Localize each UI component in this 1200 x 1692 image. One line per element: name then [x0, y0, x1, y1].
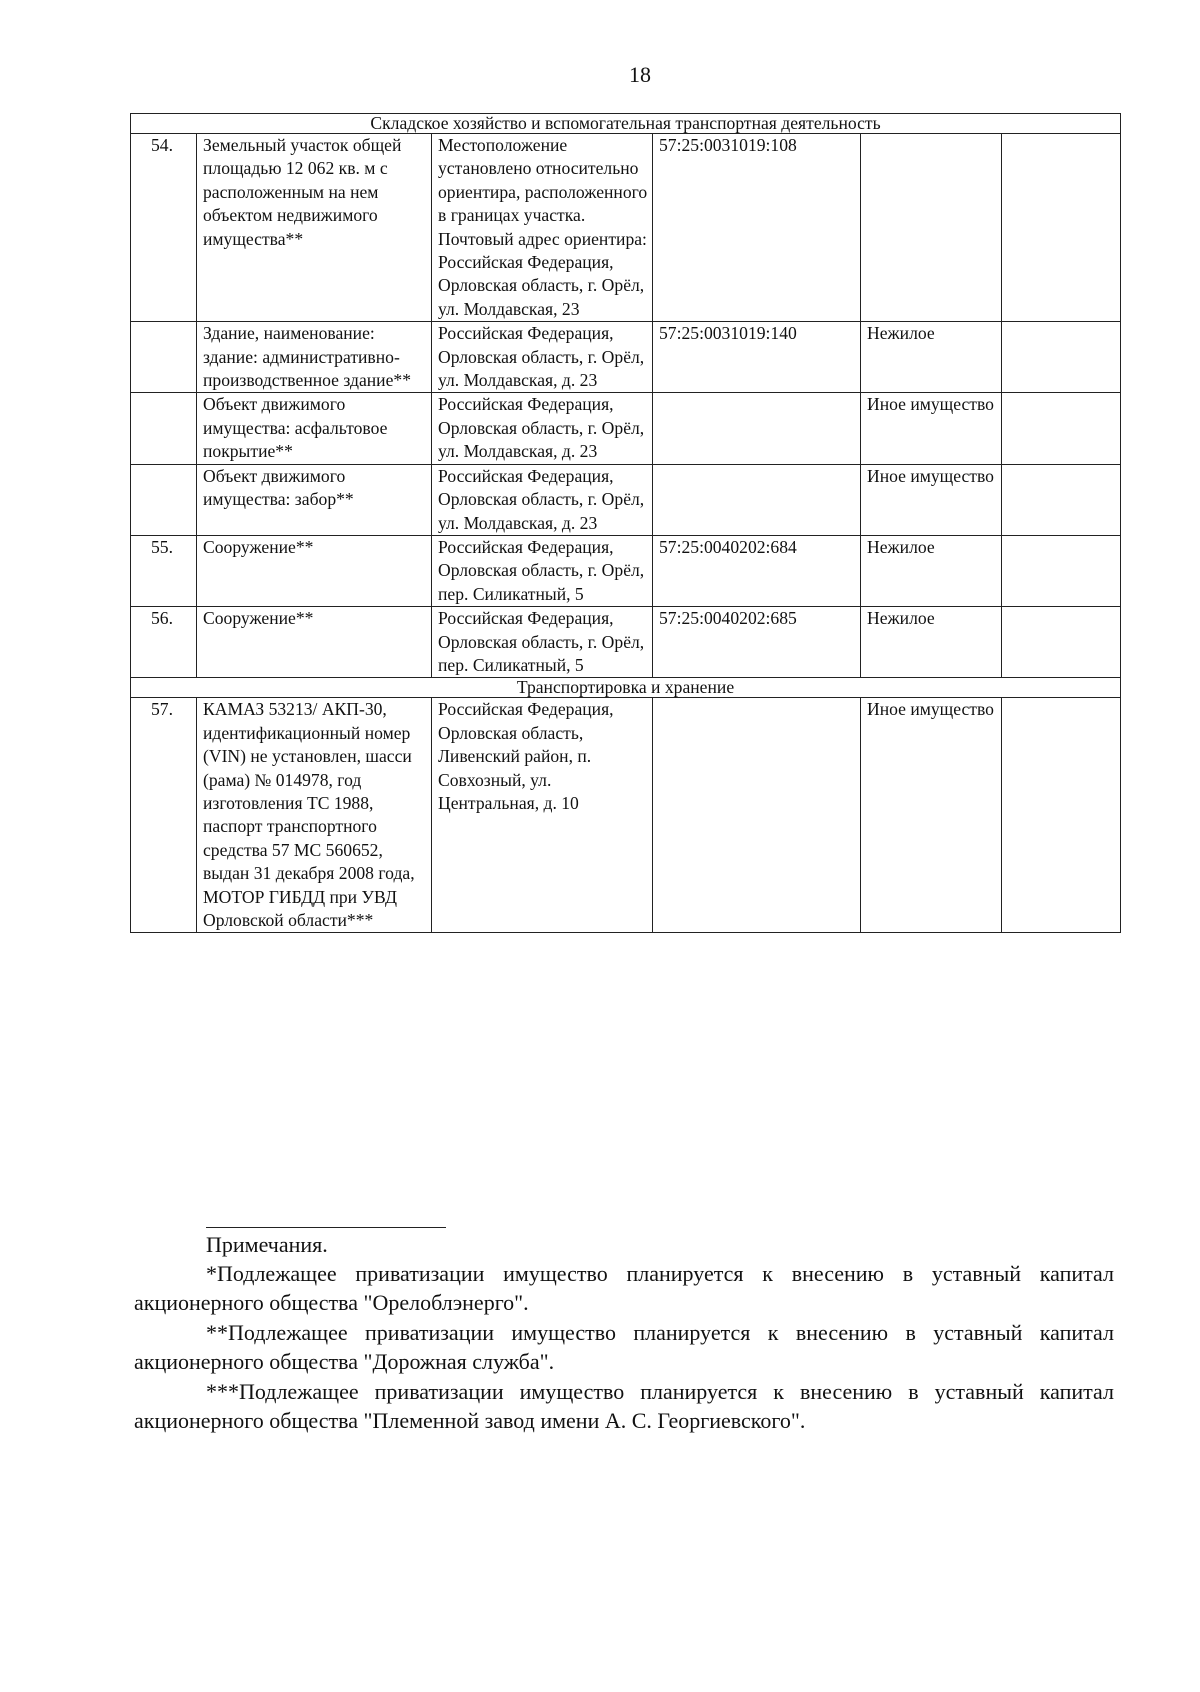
notes-title: Примечания.	[206, 1232, 328, 1257]
table-row	[131, 535, 1121, 606]
property-name: Здание, наименование: здание: административно-производственное здание**	[197, 322, 432, 393]
property-type: Нежилое	[861, 535, 1002, 606]
row-number	[131, 322, 197, 393]
property-address: Российская Федерация, Орловская область, г. Орёл, ул. Молдавская, д. 23	[432, 464, 653, 535]
property-type: Нежилое	[861, 607, 1002, 678]
property-name: Объект движимого имущества: забор**	[197, 464, 432, 535]
property-address: Российская Федерация, Орловская область, Ливенский район, п. Совхозный, ул. Центральная, д. 10	[432, 698, 653, 933]
property-type: Иное имущество	[861, 393, 1002, 464]
notes-block	[134, 1227, 1114, 1435]
row-number	[131, 393, 197, 464]
extra-cell	[1002, 607, 1121, 678]
property-type: Иное имущество	[861, 698, 1002, 933]
property-name: КАМАЗ 53213/ АКП-30, идентификационный номер (VIN) не установлен, шасси (рама) № 014978, год изготовления ТС 1988, паспорт транспортного средства 57 МС 560652, выдан 31 декабря 2008 года, МОТОР ГИБДД при УВД Орловской области***	[197, 698, 432, 933]
section-title: Транспортировка и хранение	[131, 678, 1121, 698]
property-type: Иное имущество	[861, 464, 1002, 535]
property-name: Сооружение**	[197, 607, 432, 678]
row-number: 56.	[131, 607, 197, 678]
table-row	[131, 464, 1121, 535]
cadastral-number	[653, 393, 861, 464]
row-number: 57.	[131, 698, 197, 933]
note-item: **Подлежащее приватизации имущество планируется к внесению в уставный капитал акционерного общества "Дорожная служба".	[134, 1320, 1114, 1374]
property-address: Российская Федерация, Орловская область, г. Орёл, ул. Молдавская, д. 23	[432, 393, 653, 464]
property-name: Сооружение**	[197, 535, 432, 606]
cadastral-number	[653, 698, 861, 933]
cadastral-number: 57:25:0031019:108	[653, 134, 861, 322]
notes-divider	[206, 1227, 446, 1228]
section-title: Складское хозяйство и вспомогательная транспортная деятельность	[131, 114, 1121, 134]
property-type	[861, 134, 1002, 322]
extra-cell	[1002, 134, 1121, 322]
property-name: Земельный участок общей площадью 12 062 кв. м с расположенным на нем объектом недвижимого имущества**	[197, 134, 432, 322]
row-number: 55.	[131, 535, 197, 606]
section-header-row	[131, 678, 1121, 698]
table-row	[131, 698, 1121, 933]
table-row	[131, 607, 1121, 678]
table-row	[131, 134, 1121, 322]
property-address: Российская Федерация, Орловская область, г. Орёл, пер. Силикатный, 5	[432, 607, 653, 678]
cadastral-number	[653, 464, 861, 535]
table-row	[131, 322, 1121, 393]
note-item: ***Подлежащее приватизации имущество планируется к внесению в уставный капитал акционерного общества "Племенной завод имени А. С. Георгиевского".	[134, 1379, 1114, 1433]
row-number: 54.	[131, 134, 197, 322]
extra-cell	[1002, 393, 1121, 464]
property-table	[130, 113, 1121, 933]
extra-cell	[1002, 322, 1121, 393]
extra-cell	[1002, 535, 1121, 606]
section-header-row	[131, 114, 1121, 134]
cadastral-number: 57:25:0040202:685	[653, 607, 861, 678]
page-number: 18	[629, 62, 651, 87]
property-name: Объект движимого имущества: асфальтовое покрытие**	[197, 393, 432, 464]
property-address: Российская Федерация, Орловская область, г. Орёл, пер. Силикатный, 5	[432, 535, 653, 606]
note-item: *Подлежащее приватизации имущество планируется к внесению в уставный капитал акционерного общества "Орелоблэнерго".	[134, 1261, 1114, 1315]
extra-cell	[1002, 464, 1121, 535]
cadastral-number: 57:25:0040202:684	[653, 535, 861, 606]
table-row	[131, 393, 1121, 464]
cadastral-number: 57:25:0031019:140	[653, 322, 861, 393]
extra-cell	[1002, 698, 1121, 933]
row-number	[131, 464, 197, 535]
property-type: Нежилое	[861, 322, 1002, 393]
property-address: Российская Федерация, Орловская область, г. Орёл, ул. Молдавская, д. 23	[432, 322, 653, 393]
property-address: Местоположение установлено относительно ориентира, расположенного в границах участка. Почтовый адрес ориентира: Российская Федерация, Орловская область, г. Орёл, ул. Молдавская, 23	[432, 134, 653, 322]
